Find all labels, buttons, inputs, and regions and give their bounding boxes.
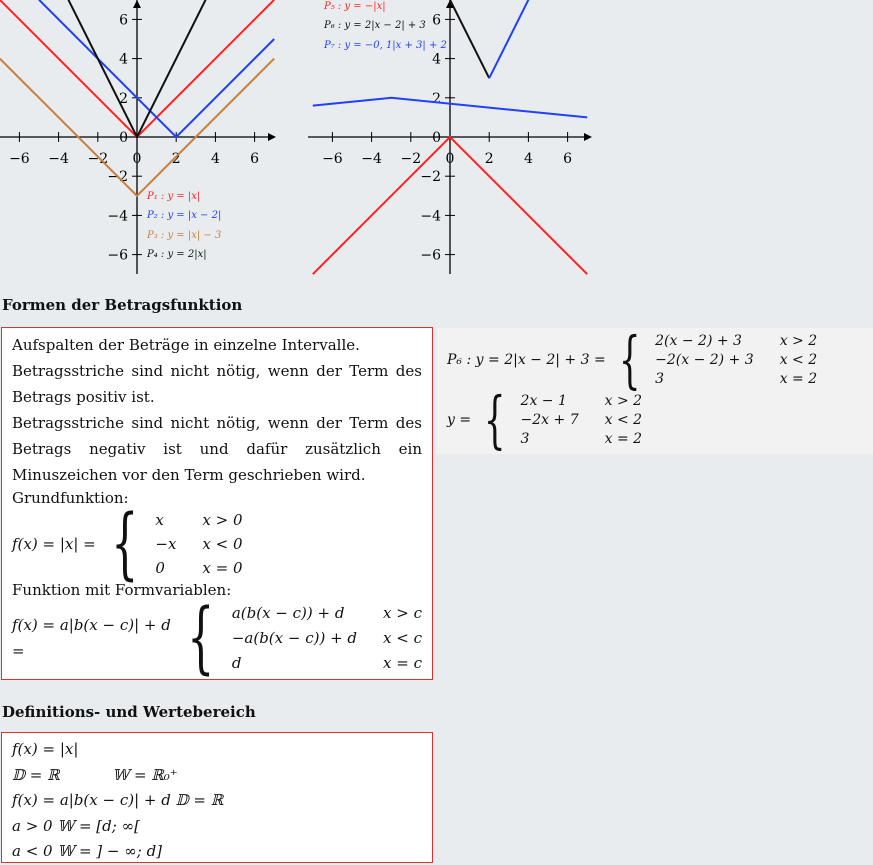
grund-case-2-expr: 0 [155, 559, 165, 577]
legend-chart-1 [146, 191, 221, 260]
example2-case-2-expr: 3 [520, 430, 530, 447]
form-case-1-cond: x < c [383, 628, 422, 647]
def-range: 𝕎 = ℝ₀⁺ [112, 765, 178, 784]
grund-case-0-cond: x > 0 [202, 511, 243, 529]
label-formvariablen: Funktion mit Formvariablen: [12, 581, 232, 599]
box-definitionsbereich [1, 732, 433, 863]
def-line3: f(x) = a|b(x − c)| + d 𝔻 = ℝ [12, 791, 224, 809]
example2-case-0-expr: 2x − 1 [520, 392, 567, 409]
legend-chart-2 [323, 1, 447, 51]
x-tick-label: 4 [210, 151, 220, 167]
form-cases [232, 601, 422, 676]
brace-icon: { [187, 593, 215, 683]
legend-p7: P₇ : y = −0, 1|x + 3| + 2 [324, 40, 447, 51]
form-case-0-expr: a(b(x − c)) + d [231, 603, 345, 622]
example1-case-1-cond: x < 2 [779, 351, 818, 368]
section-heading-definitionsbereich: Definitions- und Wertebereich [2, 703, 256, 721]
box-formen [1, 327, 433, 683]
x-tick-label: 0 [445, 151, 455, 167]
y-tick-label: −4 [107, 208, 128, 225]
text-intervalle: Aufspalten der Beträge in einzelne Intervalle. [12, 336, 360, 354]
y-tick-label: 0 [119, 130, 128, 146]
def-line4: a > 0 𝕎 = [d; ∞[ [12, 816, 140, 835]
x-tick-label: 4 [523, 151, 533, 167]
def-line2 [12, 763, 422, 789]
y-tick-label: 6 [119, 12, 128, 29]
x-tick-label: −2 [87, 151, 109, 167]
brace-icon: { [110, 499, 139, 589]
y-tick-label: 6 [432, 12, 441, 29]
example1-case-1-expr: −2(x − 2) + 3 [655, 351, 754, 368]
legend-p2: P₂ : y = |x − 2| [147, 210, 222, 221]
x-tick-label: −6 [322, 151, 343, 167]
y-tick-label: 2 [119, 90, 128, 107]
brace-icon: { [618, 323, 641, 396]
x-tick-label: 0 [132, 151, 142, 167]
example2-case-2-cond: x = 2 [604, 430, 643, 447]
formula-formvariablen [12, 593, 422, 683]
text-positiv: Betragsstriche sind nicht nötig, wenn der Term des Betrags positiv ist. [12, 362, 422, 406]
y-tick-label: −2 [420, 169, 441, 186]
example1-case-2-cond: x = 2 [779, 370, 818, 387]
y-tick-label: 2 [432, 90, 441, 107]
grund-case-1-cond: x < 0 [202, 535, 243, 553]
legend-p6: P₆ : y = 2|x − 2| + 3 [324, 20, 426, 31]
y-tick-label: −2 [107, 169, 128, 186]
form-case-1-expr: −a(b(x − c)) + d [231, 628, 358, 647]
example-p6 [447, 323, 863, 396]
example-y [447, 383, 863, 456]
series-line-1 [39, 0, 274, 137]
form-case-2-expr: d [231, 653, 242, 672]
legend-p4: P₄ : y = 2|x| [147, 249, 207, 260]
x-tick-label: 2 [484, 151, 494, 167]
y-tick-label: −4 [420, 208, 441, 225]
series-line-1 [450, 0, 489, 78]
series-line-2 [489, 0, 528, 78]
def-domain: 𝔻 = ℝ [12, 765, 60, 784]
grund-case-0-expr: x [155, 511, 164, 529]
label-grundfunktion: Grundfunktion: [12, 489, 129, 507]
form-case-2-cond: x = c [383, 653, 422, 672]
x-tick-label: 6 [250, 151, 260, 167]
y-tick-label: −6 [107, 247, 128, 264]
legend-p3: P₃ : y = |x| − 3 [147, 230, 222, 241]
x-tick-label: 2 [171, 151, 181, 167]
grund-lhs: f(x) = |x| = [12, 535, 96, 553]
def-line1: f(x) = |x| [12, 740, 79, 758]
example2-case-1-cond: x < 2 [604, 411, 643, 428]
x-tick-label: 6 [563, 151, 573, 167]
x-tick-label: −6 [9, 151, 30, 167]
grund-case-2-cond: x = 0 [202, 559, 243, 577]
example2-case-0-cond: x > 2 [604, 392, 643, 409]
x-tick-label: −2 [400, 151, 422, 167]
grund-cases [155, 508, 242, 580]
section-heading-formen: Formen der Betragsfunktion [2, 296, 243, 314]
example-lhs1: P₆ : y = 2|x − 2| + 3 = [447, 352, 606, 368]
example1-case-0-cond: x > 2 [779, 332, 818, 349]
x-tick-label: −4 [48, 151, 69, 167]
text-negativ: Betragsstriche sind nicht nötig, wenn der Term des Betrags negativ ist und dafür zusätzlich ein Minuszeichen vor den Term geschrieben wird. [12, 414, 422, 484]
box-beispiel [437, 323, 873, 456]
form-lhs: f(x) = a|b(x − c)| + d = [12, 616, 171, 660]
legend-p1: P₁ : y = |x| [147, 191, 201, 202]
example-cases1 [655, 332, 817, 389]
x-tick-label: −4 [361, 151, 382, 167]
y-tick-label: 4 [432, 51, 441, 68]
y-tick-label: 0 [432, 130, 441, 146]
example-cases2 [521, 392, 643, 449]
form-case-0-cond: x > c [383, 603, 422, 622]
legend-p5: P₅ : y = −|x| [324, 1, 386, 12]
def-line5: a < 0 𝕎 = ] − ∞; d] [12, 842, 163, 860]
chart-betragsfunktion-1 [0, 0, 280, 280]
example1-case-0-expr: 2(x − 2) + 3 [655, 332, 742, 349]
example1-case-2-expr: 3 [655, 370, 665, 387]
grund-case-1-expr: −x [155, 535, 177, 553]
y-tick-label: 4 [119, 51, 128, 68]
example-lhs2: y = [447, 412, 472, 428]
formula-grundfunktion [12, 499, 422, 589]
brace-icon: { [483, 383, 506, 456]
y-tick-label: −6 [420, 247, 441, 264]
example2-case-1-expr: −2x + 7 [520, 411, 579, 428]
chart-betragsfunktion-2 [308, 0, 598, 280]
